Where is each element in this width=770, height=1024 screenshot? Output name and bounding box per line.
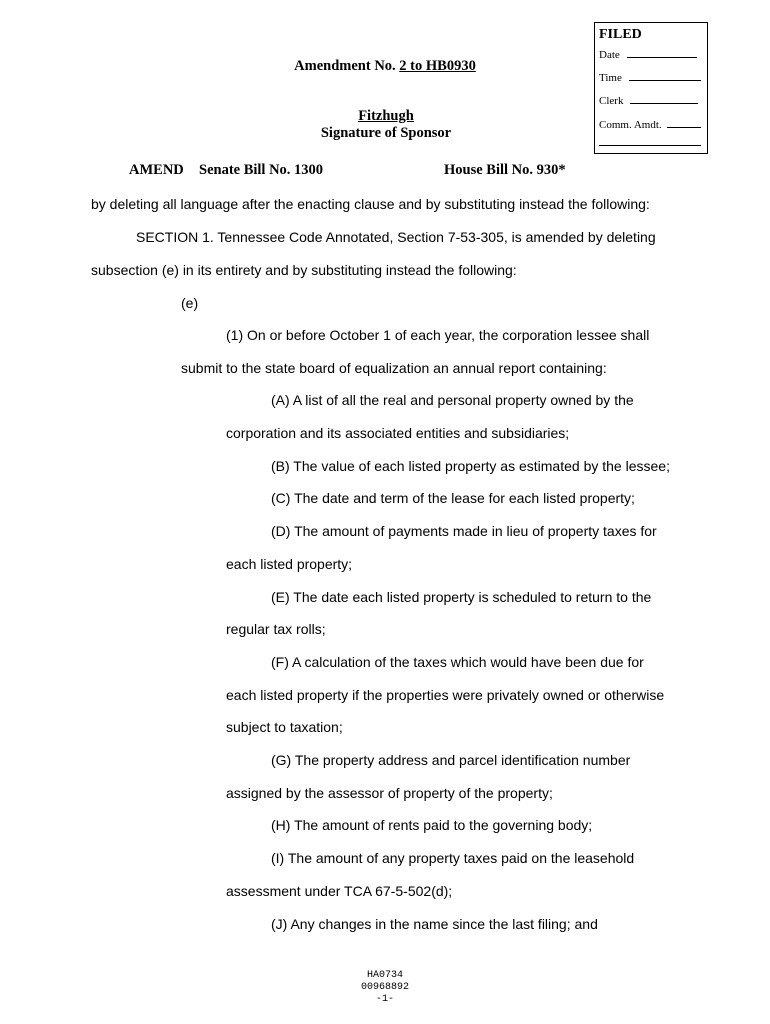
footer-code1: HA0734: [366, 970, 403, 981]
item-i-line2: assessment under TCA 67-5-502(d);: [226, 883, 453, 899]
filed-time-label: Time: [599, 72, 622, 84]
intro-text: by deleting all language after the enacting clause and by substituting instead the following:: [91, 196, 650, 212]
item1-line2: submit to the state board of equalization an annual report containing:: [181, 360, 607, 376]
section1-line1: SECTION 1. Tennessee Code Annotated, Section 7-53-305, is amended by deleting: [136, 229, 656, 245]
subsection-e: (e): [181, 295, 199, 311]
filed-comm-amdt-row: [599, 117, 701, 131]
item-f-line3: subject to taxation;: [226, 719, 343, 735]
sponsor-label: Signature of Sponsor: [320, 125, 452, 141]
item-e-line1: (E) The date each listed property is scheduled to return to the: [271, 589, 652, 605]
filed-title: FILED: [599, 27, 642, 42]
item-f-line1: (F) A calculation of the taxes which would have been due for: [271, 654, 644, 670]
footer-code2: 00968892: [360, 982, 409, 993]
house-bill: House Bill No. 930*: [444, 162, 566, 178]
filed-comm-amdt-label: Comm. Amdt.: [599, 119, 662, 131]
item-h-line1: (H) The amount of rents paid to the governing body;: [271, 817, 593, 833]
item-f-line2: each listed property if the properties were privately owned or otherwise: [226, 687, 665, 703]
item-c-line1: (C) The date and term of the lease for each listed property;: [271, 490, 635, 506]
amendment-number: 2 to HB0930: [399, 58, 476, 74]
filed-time-row: [599, 70, 701, 84]
item-j-line1: (J) Any changes in the name since the last filing; and: [271, 916, 598, 932]
footer-page-number: -1-: [375, 994, 394, 1005]
filed-clerk-row: [599, 93, 698, 107]
section1-line2: subsection (e) in its entirety and by substituting instead the following:: [91, 262, 517, 278]
item1-line1: (1) On or before October 1 of each year, the corporation lessee shall: [226, 327, 650, 343]
filed-clerk-label: Clerk: [599, 95, 624, 107]
item-d-line2: each listed property;: [226, 556, 353, 572]
item-e-line2: regular tax rolls;: [226, 621, 326, 637]
item-b-line1: (B) The value of each listed property as estimated by the lessee;: [271, 458, 670, 474]
filed-date-row: [599, 47, 697, 61]
amend-label: AMEND: [129, 162, 184, 178]
item-g-line1: (G) The property address and parcel identification number: [271, 752, 631, 768]
filed-bottom-line: [599, 145, 701, 146]
filed-box: [594, 22, 708, 154]
item-g-line2: assigned by the assessor of property of the property;: [226, 785, 553, 801]
item-i-line1: (I) The amount of any property taxes paid on the leasehold: [271, 850, 635, 866]
item-a-line1: (A) A list of all the real and personal property owned by the: [271, 392, 634, 408]
item-a-line2: corporation and its associated entities and subsidiaries;: [226, 425, 570, 441]
filed-date-label: Date: [599, 49, 620, 61]
sponsor-name: Fitzhugh: [358, 108, 414, 124]
item-d-line1: (D) The amount of payments made in lieu of property taxes for: [271, 523, 657, 539]
senate-bill: Senate Bill No. 1300: [199, 162, 324, 178]
amendment-label: Amendment No.: [294, 58, 396, 74]
